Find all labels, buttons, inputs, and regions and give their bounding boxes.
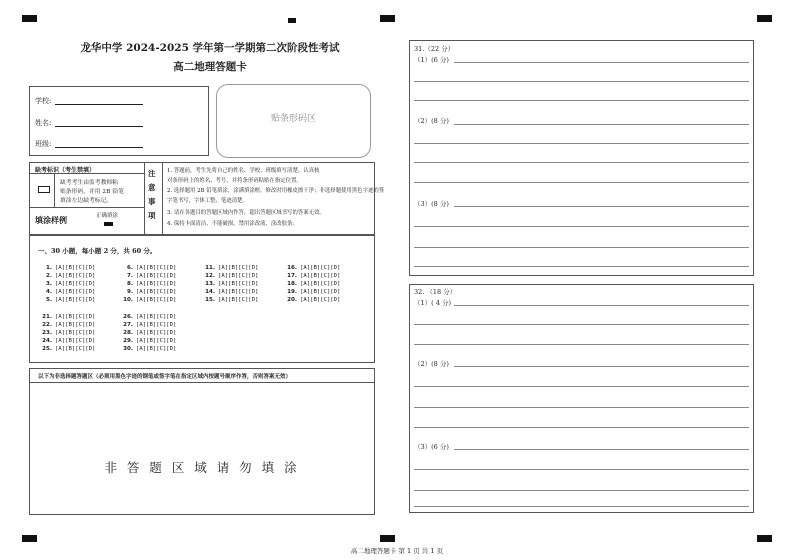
answer-options[interactable]: [A][B][C][D] [55, 281, 96, 287]
answer-line[interactable] [454, 206, 749, 207]
answer-options[interactable]: [A][B][C][D] [55, 297, 96, 303]
answer-options[interactable]: [A][B][C][D] [136, 314, 177, 320]
answer-line[interactable] [414, 162, 749, 163]
student-info-box [29, 86, 209, 156]
answer-line[interactable] [414, 226, 749, 227]
answer-options[interactable]: [A][B][C][D] [218, 289, 259, 295]
mcq-question-row[interactable] [287, 289, 340, 295]
non-mcq-area [29, 368, 375, 515]
name-label: 姓名: [35, 119, 52, 127]
answer-options[interactable]: [A][B][C][D] [136, 265, 177, 271]
mcq-question-row[interactable] [123, 281, 176, 287]
mcq-question-row[interactable] [42, 338, 95, 344]
question-number: 20. [287, 297, 297, 303]
question-number: 11. [205, 265, 215, 271]
registration-mark [22, 15, 37, 22]
mcq-question-row[interactable] [205, 281, 258, 287]
registration-mark [380, 15, 395, 22]
answer-options[interactable]: [A][B][C][D] [55, 322, 96, 328]
answer-options[interactable]: [A][B][C][D] [136, 330, 177, 336]
question-number: 16. [287, 265, 297, 271]
question-number: 30. [123, 346, 133, 352]
notice-label: 项 [148, 211, 156, 220]
non-mcq-banner: 以下为非选择题答题区（必须用黑色字迹的钢笔或签字笔在指定区域内按题号顺序作答，否则答案无效） [38, 374, 292, 380]
question-number: 8. [126, 281, 133, 287]
mcq-question-row[interactable] [42, 297, 95, 303]
answer-line[interactable] [414, 100, 749, 101]
notice-item: 2. 选择题用 2B 铅笔填涂，涂满填涂框，修改时用橡皮擦干净；非选择题使用黑色字迹的签 [167, 188, 385, 194]
registration-mark [757, 15, 772, 22]
answer-options[interactable]: [A][B][C][D] [136, 346, 177, 352]
answer-options[interactable]: [A][B][C][D] [218, 281, 259, 287]
question-number: 24. [42, 338, 52, 344]
mcq-question-row[interactable] [205, 265, 258, 271]
question-number: 22. [42, 322, 52, 328]
notice-item: 4. 保持卡面清洁，不能破损，禁用涂改液、涂改胶条。 [167, 221, 298, 227]
mcq-question-row[interactable] [287, 297, 340, 303]
question-number: 29. [123, 338, 133, 344]
absent-text: 填涂左边缺考标记。 [60, 198, 113, 204]
question-number: 14. [205, 289, 215, 295]
absent-mark-box[interactable] [38, 186, 50, 193]
answer-box-q31[interactable] [409, 40, 754, 276]
answer-line[interactable] [454, 449, 749, 450]
question-number: 1. [45, 265, 52, 271]
answer-options[interactable]: [A][B][C][D] [136, 297, 177, 303]
answer-options[interactable]: [A][B][C][D] [300, 281, 341, 287]
mcq-question-row[interactable] [123, 289, 176, 295]
mcq-question-row[interactable] [123, 273, 176, 279]
correct-fill-label: 正确填涂 [96, 213, 119, 219]
mcq-question-row[interactable] [42, 289, 95, 295]
q31-part3: （3）(8 分) [414, 200, 449, 208]
answer-options[interactable]: [A][B][C][D] [136, 273, 177, 279]
answer-line[interactable] [414, 266, 749, 267]
q32-title: 32. （18 分） [414, 288, 457, 296]
mcq-question-row[interactable] [42, 330, 95, 336]
question-number: 3. [45, 281, 52, 287]
answer-options[interactable]: [A][B][C][D] [55, 314, 96, 320]
q32-part3: （3）(6 分) [414, 443, 449, 451]
class-label: 班级: [35, 140, 52, 148]
divider [144, 162, 145, 235]
answer-line[interactable] [414, 247, 749, 248]
answer-line[interactable] [454, 305, 749, 306]
notice-item: 3. 请在各题目的答题区域内作答，超出答题区域书写的答案无效。 [167, 210, 325, 216]
answer-line[interactable] [414, 81, 749, 82]
answer-line[interactable] [414, 490, 749, 491]
notice-label: 注 [148, 169, 156, 178]
question-number: 27. [123, 322, 133, 328]
notice-label: 事 [148, 197, 156, 206]
divider [29, 207, 144, 208]
answer-line[interactable] [414, 469, 749, 470]
question-number: 2. [45, 273, 52, 279]
divider [29, 382, 375, 383]
answer-options[interactable]: [A][B][C][D] [136, 289, 177, 295]
answer-options[interactable]: [A][B][C][D] [55, 330, 96, 336]
q31-part2: （2）(8 分) [414, 117, 449, 125]
mcq-question-row[interactable] [42, 346, 95, 352]
correct-fill-sample [104, 222, 113, 226]
absent-title: 缺考标识（考生禁填） [35, 167, 96, 174]
question-number: 10. [123, 297, 133, 303]
answer-options[interactable]: [A][B][C][D] [300, 273, 341, 279]
answer-options[interactable]: [A][B][C][D] [300, 289, 341, 295]
registration-mark [757, 535, 772, 542]
mcq-question-row[interactable] [123, 322, 176, 328]
question-number: 18. [287, 281, 297, 287]
registration-mark [288, 18, 296, 23]
exam-title: 龙华中学 2024-2025 学年第一学期第二次阶段性考试 [80, 42, 340, 54]
question-number: 6. [126, 265, 133, 271]
answer-line[interactable] [414, 506, 749, 507]
question-number: 4. [45, 289, 52, 295]
answer-options[interactable]: [A][B][C][D] [300, 297, 341, 303]
notice-item: 字笔书写，字体工整、笔迹清楚。 [167, 198, 248, 204]
mcq-question-row[interactable] [123, 330, 176, 336]
barcode-label: 贴条形码区 [270, 114, 316, 124]
answer-line[interactable] [414, 427, 749, 428]
mcq-question-row[interactable] [205, 297, 258, 303]
q32-part2: （2）(8 分) [414, 360, 449, 368]
mcq-question-row[interactable] [287, 281, 340, 287]
card-title: 高二地理答题卡 [173, 61, 247, 73]
question-number: 13. [205, 281, 215, 287]
answer-line[interactable] [454, 124, 749, 125]
q32-part1: （1）( 4 分) [414, 299, 451, 307]
answer-options[interactable]: [A][B][C][D] [218, 297, 259, 303]
mcq-question-row[interactable] [287, 273, 340, 279]
notice-label: 意 [148, 183, 156, 192]
answer-line[interactable] [414, 407, 749, 408]
notice-item: 对条形码上的姓名、考号，并将条形码粘贴在指定位置。 [167, 178, 302, 184]
mcq-question-row[interactable] [42, 273, 95, 279]
question-number: 5. [45, 297, 52, 303]
answer-options[interactable]: [A][B][C][D] [218, 273, 259, 279]
answer-options[interactable]: [A][B][C][D] [55, 265, 96, 271]
mcq-question-row[interactable] [42, 314, 95, 320]
question-number: 19. [287, 289, 297, 295]
mcq-question-row[interactable] [123, 338, 176, 344]
page-footer: 高二地理答题卡 第 1 页 共 1 页 [350, 547, 444, 555]
mcq-question-row[interactable] [205, 289, 258, 295]
question-number: 7. [126, 273, 133, 279]
answer-line[interactable] [414, 324, 749, 325]
answer-options[interactable]: [A][B][C][D] [136, 322, 177, 328]
mcq-question-row[interactable] [42, 281, 95, 287]
school-label: 学校: [35, 97, 52, 105]
answer-options[interactable]: [A][B][C][D] [55, 338, 96, 344]
question-number: 26. [123, 314, 133, 320]
answer-options[interactable]: [A][B][C][D] [136, 281, 177, 287]
notice-item: 1. 答题前，考生先将自己的姓名、学校、班级填写清楚，认真核 [167, 168, 320, 174]
question-number: 21. [42, 314, 52, 320]
mcq-question-row[interactable] [123, 346, 176, 352]
question-number: 23. [42, 330, 52, 336]
mcq-heading: 一、30 小题，每小题 2 分，共 60 分。 [38, 247, 157, 255]
answer-line[interactable] [454, 62, 749, 63]
fill-sample-label: 填涂样例 [35, 215, 67, 225]
mcq-question-row[interactable] [205, 273, 258, 279]
q31-part1: （1）(6 分) [414, 56, 449, 64]
answer-options[interactable]: [A][B][C][D] [55, 273, 96, 279]
divider [54, 173, 55, 207]
mcq-question-row[interactable] [123, 265, 176, 271]
answer-options[interactable]: [A][B][C][D] [55, 346, 96, 352]
divider [162, 162, 163, 235]
absent-text: 贴条形码，并用 2B 铅笔 [60, 189, 124, 195]
school-field[interactable] [55, 104, 143, 105]
question-number: 25. [42, 346, 52, 352]
absent-text: 缺考考生由监考教师粘 [60, 180, 118, 186]
registration-mark [380, 535, 395, 542]
answer-line[interactable] [414, 182, 749, 183]
registration-mark [22, 535, 37, 542]
q31-title: 31.（22 分） [414, 45, 455, 53]
class-field[interactable] [55, 147, 143, 148]
answer-options[interactable]: [A][B][C][D] [218, 265, 259, 271]
mcq-question-row[interactable] [287, 265, 340, 271]
mcq-question-row[interactable] [42, 265, 95, 271]
question-number: 17. [287, 273, 297, 279]
question-number: 15. [205, 297, 215, 303]
mcq-question-row[interactable] [123, 297, 176, 303]
answer-options[interactable]: [A][B][C][D] [55, 289, 96, 295]
answer-box-q32[interactable] [409, 284, 754, 513]
answer-line[interactable] [414, 143, 749, 144]
answer-options[interactable]: [A][B][C][D] [300, 265, 341, 271]
question-number: 12. [205, 273, 215, 279]
mcq-question-row[interactable] [42, 322, 95, 328]
answer-line[interactable] [414, 386, 749, 387]
answer-options[interactable]: [A][B][C][D] [136, 338, 177, 344]
question-number: 9. [126, 289, 133, 295]
mcq-question-row[interactable] [123, 314, 176, 320]
no-answer-notice: 非 答 题 区 域 请 勿 填 涂 [104, 460, 300, 475]
answer-line[interactable] [414, 344, 749, 345]
answer-line[interactable] [454, 366, 749, 367]
name-field[interactable] [55, 126, 143, 127]
question-number: 28. [123, 330, 133, 336]
